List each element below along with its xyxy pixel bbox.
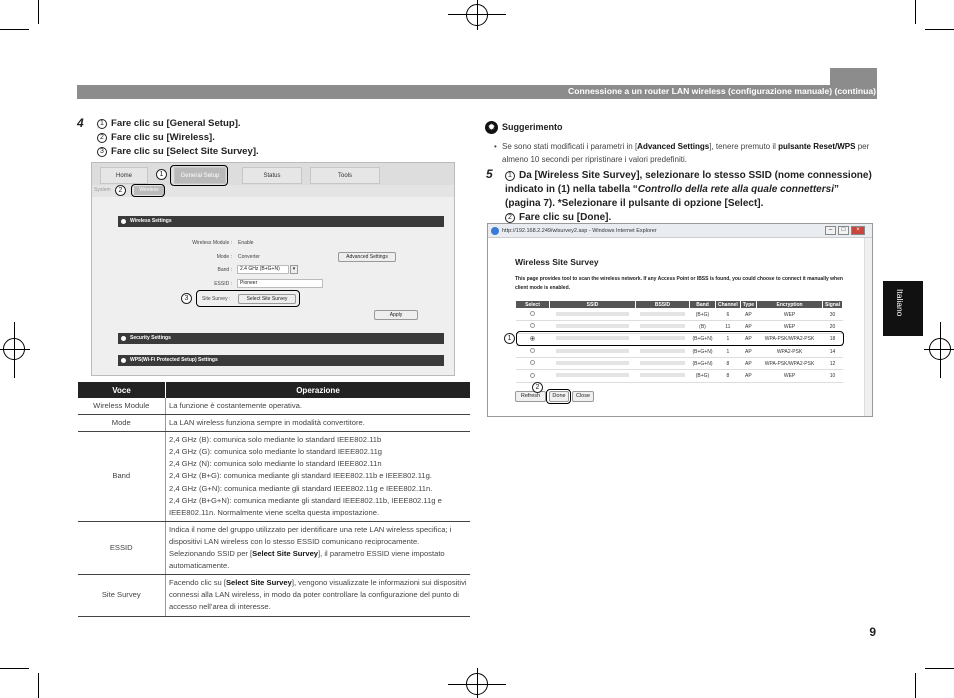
step-text: Fare clic su [Wireless]. [111,132,215,143]
col-signal: Signal [823,301,843,309]
col-type: Type [740,301,756,309]
window-title: http://192.168.2.249/wlsurvey2.asp - Windows Internet Explorer [488,224,872,238]
tip-text [494,141,874,166]
apply-button[interactable]: Apply [374,310,418,320]
type-cell: AP [740,333,756,345]
maximize-icon[interactable]: □ [838,226,849,235]
band-line: 2,4 GHz (G): comunica solo mediante lo standard IEEE802.11g [169,447,383,457]
redacted [556,373,630,377]
band-cell: (B+G) [690,309,716,321]
crop-mark [915,673,916,698]
step-text: Fare clic su [Select Site Survey]. [111,146,259,157]
ssid-cell [550,358,636,370]
step-number: 4 [77,116,84,130]
select-cell[interactable] [516,309,550,321]
tab-general-setup[interactable]: General Setup [174,167,226,184]
band-line: 2,4 GHz (B): comunica solo mediante lo standard IEEE802.11b [169,435,382,445]
circled-number: 1 [97,119,107,129]
col-ssid: SSID [550,301,636,309]
redacted [556,349,630,353]
redacted [640,324,685,328]
table-value: La funzione è costantemente operativa. [166,398,471,415]
signal-cell: 14 [823,345,843,357]
crop-mark [38,0,39,24]
tab-tools[interactable]: Tools [310,167,380,184]
crop-mark [924,349,954,350]
step-text: Da [Wireless Site Survey], selezionare lo stesso SSID (nome connessione) indicato in (1) nella tabella “ [505,170,872,195]
step4-line-3 [97,146,259,157]
wps-settings-header: WPS(Wi-Fi Protected Setup) Settings [118,355,444,366]
type-cell: AP [740,309,756,321]
channel-cell: 8 [716,370,741,382]
signal-cell: 20 [823,321,843,333]
callout-box [131,184,165,197]
select-cell[interactable] [516,358,550,370]
table-row [516,370,843,382]
band-line: 2,4 GHz (G+N): comunica mediante gli standard IEEE802.11g e IEEE802.11n. [169,483,433,493]
callout-number: 3 [181,293,192,304]
module-label: Wireless Module : [192,240,232,246]
table-header-voce: Voce [78,382,166,398]
table-key: Site Survey [78,575,166,616]
signal-cell: 12 [823,358,843,370]
site-survey-label: Site Survey : [202,296,231,302]
crop-mark [915,0,916,24]
circled-number: 2 [505,213,515,223]
refresh-button[interactable]: Refresh [515,391,546,402]
step-text: Fare clic su [General Setup]. [111,118,241,129]
tip-title: Suggerimento [502,122,563,132]
circled-number: 3 [97,147,107,157]
band-cell: (B+G+N) [690,358,716,370]
site-bold: Select Site Survey [225,578,292,588]
callout-box [196,290,300,307]
table-key: Band [78,432,166,522]
crop-mark [38,673,39,698]
crop-mark [477,668,478,698]
col-bssid: BSSID [636,301,690,309]
table-value [166,432,471,522]
crop-mark [477,0,478,30]
tip-body [494,141,874,166]
table-row [78,415,471,432]
band-cell: (B+G) [690,370,716,382]
page-number: 9 [869,625,876,639]
mode-value: Converter [238,254,260,260]
band-cell: (B+G+N) [690,333,716,345]
step4-line-1 [97,118,241,129]
redacted [640,312,685,316]
type-cell: AP [740,345,756,357]
signal-cell: 10 [823,370,843,382]
table-header-row [78,382,471,398]
step5-text [505,169,875,225]
tab-status[interactable]: Status [242,167,302,184]
type-cell: AP [740,358,756,370]
header-tab [830,68,877,85]
callout-box [516,331,844,346]
radio-button[interactable] [530,323,535,328]
sub-nav-wireless[interactable]: Wireless [134,186,164,195]
table-key: ESSID [78,521,166,574]
step-italic: Controllo della rete alla quale connettersi [637,184,834,195]
crop-mark [0,349,30,350]
type-cell: AP [740,321,756,333]
crop-mark [940,322,941,378]
ssid-cell [550,309,636,321]
radio-button[interactable] [530,348,535,353]
section-title: Connessione a un router LAN wireless (configurazione manuale) (continua) [568,86,876,96]
step-number: 5 [486,167,493,181]
done-button[interactable]: Done [549,391,569,402]
step-text: Fare clic su [Done]. [519,212,612,223]
encryption-cell: WPA2-PSK [757,345,823,357]
essid-input[interactable]: Pioneer [237,279,323,288]
redacted [556,312,630,316]
table-row [78,575,471,616]
channel-cell: 1 [716,345,741,357]
callout-number: 1 [504,333,515,344]
callout-number: 1 [156,169,167,180]
channel-cell: 6 [716,309,741,321]
bssid-cell [636,309,690,321]
survey-header-row [516,301,843,309]
redacted [556,361,630,365]
step4-line-2 [97,132,215,143]
redacted [640,361,685,365]
crop-mark [14,322,15,378]
page-heading: Wireless Site Survey [515,257,599,267]
table-value [166,575,471,616]
essid-label: ESSID : [214,281,232,287]
ssid-cell [550,370,636,382]
chevron-down-icon[interactable]: ▾ [290,265,298,274]
mode-label: Mode : [216,254,232,260]
signal-cell: 18 [823,333,843,345]
band-cell: (B+G+N) [690,345,716,357]
bssid-cell [636,345,690,357]
browser-icon [491,227,499,235]
select-site-survey-button[interactable]: Select Site Survey [238,294,296,304]
language-tab [883,281,923,336]
tip-part: Se sono stati modificati i parametri in [ [502,142,638,151]
encryption-cell: WEP [757,321,823,333]
table-row [78,398,471,415]
bullet: • [494,142,497,151]
col-band: Band [690,301,716,309]
security-settings-header: Security Settings [118,333,444,344]
crop-mark [0,29,29,30]
language-label: Italiano [895,289,905,317]
site-text: ], vengono visualizzate le informazioni sui dispositivi connessi alla LAN wireless, in modo da poter controllare la configurazione del punto di accesso nell’area di interesse. [169,578,467,612]
bssid-cell [636,358,690,370]
page-description: This page provides tool to scan the wireless network. If any Access Point or IBSS is found, you could choose to connect it manually when client mode is enabled. [515,276,843,291]
callout-box [546,389,571,404]
scrollbar[interactable] [864,238,872,417]
site-text: Facendo clic su [ [169,578,226,588]
step5-line-1 [505,169,875,211]
col-select: Select [516,301,550,309]
tip-part: per almeno 10 secondi per ripristinare i valori predefiniti. [502,142,870,164]
essid-text: ], il parametro ESSID viene impostato automaticamente. [169,549,445,571]
encryption-cell: WEP [757,370,823,382]
circled-number: 2 [97,133,107,143]
band-cell: (B) [690,321,716,333]
essid-text: Indica il nome del gruppo utilizzato per identificare una rete LAN wireless specifica; i dispositivi LAN wireless con lo stesso ESSID comunicano reciprocamente. Selezionando SSID per [ [169,524,452,559]
callout-box [170,165,228,186]
tip-bold: pulsante Reset/WPS [778,142,856,151]
sub-nav-system[interactable]: System [94,187,111,193]
minimize-icon[interactable]: – [825,226,836,235]
band-label: Band : [217,267,232,273]
type-cell: AP [740,370,756,382]
tab-home[interactable]: Home [100,167,148,184]
radio-button[interactable] [530,311,535,316]
essid-bold: Select Site Survey [252,549,319,559]
crop-mark [0,668,29,669]
table-row [516,358,843,370]
table-row [78,521,471,574]
col-channel: Channel [716,301,741,309]
step-text: ” (pagina 7). *Selezionare il pulsante di opzione [Select]. [505,184,839,209]
crop-mark [925,29,954,30]
encryption-cell: WEP [757,309,823,321]
radio-button[interactable] [530,373,535,378]
channel-cell: 11 [716,321,741,333]
band-line: 2,4 GHz (N): comunica solo mediante lo standard IEEE802.11n [169,459,382,469]
band-line: 2,4 GHz (B+G): comunica mediante gli standard IEEE802.11b e IEEE802.11g. [169,471,432,481]
table-header-operazione: Operazione [166,382,471,398]
table-value [166,521,471,574]
encryption-cell: WPA-PSK/WPA2-PSK [757,333,823,345]
settings-table [77,382,470,617]
table-key: Wireless Module [78,398,166,415]
channel-cell: 1 [716,333,741,345]
encryption-cell: WPA-PSK/WPA2-PSK [757,358,823,370]
select-cell[interactable] [516,345,550,357]
band-line: 2,4 GHz (B+G+N): comunica mediante gli standard IEEE802.11b, IEEE802.11g e IEEE802.11n. Normalmente viene scelta questa impostazione. [169,495,442,517]
site-survey-screenshot [487,223,873,417]
tip-part: ], tenere premuto il [709,142,779,151]
col-encryption: Encryption [757,301,823,309]
redacted [640,349,685,353]
crop-mark [925,668,954,669]
wireless-settings-header: Wireless Settings [118,216,444,227]
callout-number: 2 [115,185,126,196]
bssid-cell [636,370,690,382]
table-key: Mode [78,415,166,432]
router-settings-screenshot [91,162,455,376]
callout-number: 2 [532,382,543,393]
gear-icon: ✹ [485,121,498,134]
table-row [516,345,843,357]
table-row [516,309,843,321]
module-value: Enable [238,240,254,246]
table-row [78,432,471,522]
radio-button[interactable] [530,360,535,365]
close-icon[interactable]: × [851,226,865,235]
circled-number: 1 [505,171,515,181]
channel-cell: 8 [716,358,741,370]
table-value: La LAN wireless funziona sempre in modalità convertitore. [166,415,471,432]
advanced-settings-button[interactable]: Advanced Settings [338,252,396,262]
band-select[interactable]: 2.4 GHz (B+G+N) [237,265,289,274]
close-button[interactable]: Close [572,391,594,402]
signal-cell: 30 [823,309,843,321]
ssid-cell [550,345,636,357]
select-cell[interactable] [516,370,550,382]
tip-bold: Advanced Settings [637,142,710,151]
redacted [556,324,630,328]
redacted [640,373,685,377]
